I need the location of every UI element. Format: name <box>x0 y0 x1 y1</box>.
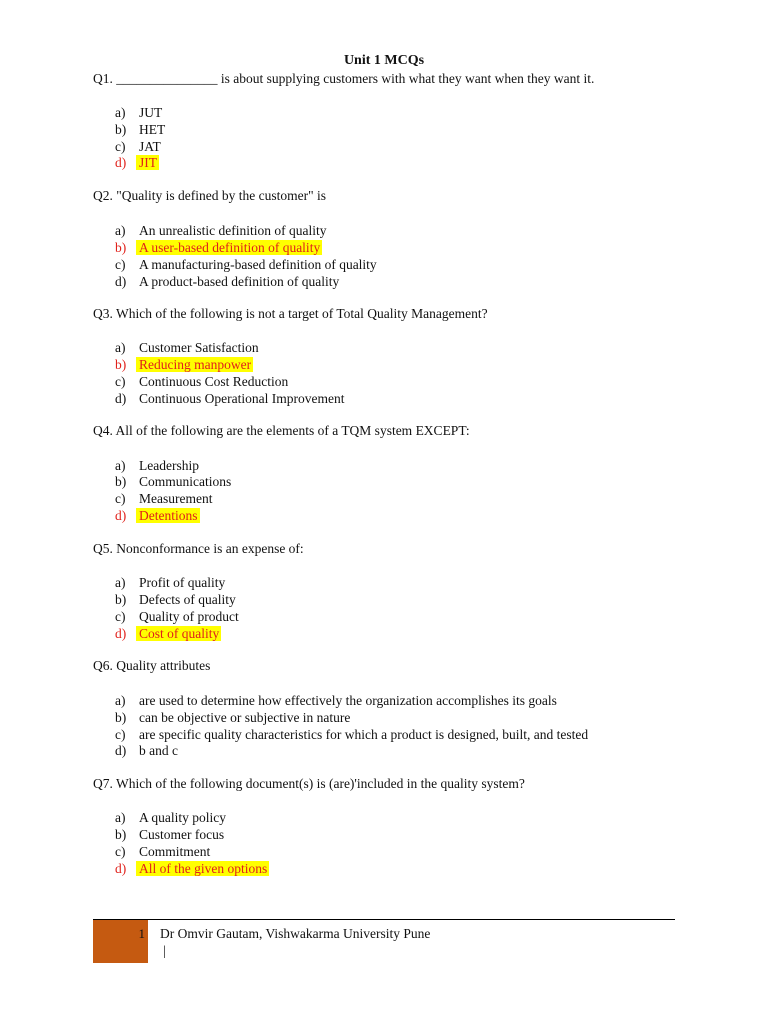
q7-option-a: a) A quality policy <box>115 810 226 825</box>
q3-option-c: c) Continuous Cost Reduction <box>115 374 289 389</box>
q6-option-c: c) are specific quality characteristics for which a product is designed, built, and tested <box>115 727 589 742</box>
q5-option-d-answer: d) Cost of quality <box>115 626 220 641</box>
question-3: Q3. Which of the following is not a target of Total Quality Management? <box>93 306 488 321</box>
q3-option-b-answer: b) Reducing manpower <box>115 357 252 372</box>
q2-option-a: a) An unrealistic definition of quality <box>115 223 327 238</box>
q1-option-b: b) HET <box>115 122 166 137</box>
question-6: Q6. Quality attributes <box>93 658 211 673</box>
q1-option-d-answer: d) JIT <box>115 155 157 170</box>
q5-option-b: b) Defects of quality <box>115 592 236 607</box>
footer-author: Dr Omvir Gautam, Vishwakarma University Pune <box>160 926 431 941</box>
page-number: 1 <box>138 926 145 941</box>
q2-option-b-answer: b) A user-based definition of quality <box>115 240 321 255</box>
question-5: Q5. Nonconformance is an expense of: <box>93 541 304 556</box>
q7-option-c: c) Commitment <box>115 844 211 859</box>
q1-option-a: a) JUT <box>115 105 163 120</box>
q6-option-b: b) can be objective or subjective in nature <box>115 710 351 725</box>
q1-option-c: c) JAT <box>115 139 161 154</box>
footer-divider <box>93 919 675 920</box>
q4-option-b: b) Communications <box>115 474 232 489</box>
q7-option-d-answer: d) All of the given options <box>115 861 268 876</box>
q6-option-a: a) are used to determine how effectively the organization accomplishes its goals <box>115 693 557 708</box>
question-1: Q1. _______________ is about supplying customers with what they want when they want it. <box>93 71 595 86</box>
q5-option-a: a) Profit of quality <box>115 575 226 590</box>
q6-option-d: d) b and c <box>115 743 178 758</box>
q7-option-b: b) Customer focus <box>115 827 225 842</box>
q5-option-c: c) Quality of product <box>115 609 239 624</box>
q4-option-c: c) Measurement <box>115 491 213 506</box>
question-7: Q7. Which of the following document(s) is (are)'included in the quality system? <box>93 776 525 791</box>
q4-option-a: a) Leadership <box>115 458 199 473</box>
q3-option-a: a) Customer Satisfaction <box>115 340 259 355</box>
q3-option-d: d) Continuous Operational Improvement <box>115 391 345 406</box>
question-2: Q2. "Quality is defined by the customer" is <box>93 188 326 203</box>
page-title: Unit 1 MCQs <box>343 53 425 68</box>
q2-option-d: d) A product-based definition of quality <box>115 274 340 289</box>
text-cursor: | <box>163 944 166 959</box>
q2-option-c: c) A manufacturing-based definition of quality <box>115 257 377 272</box>
question-4: Q4. All of the following are the elements of a TQM system EXCEPT: <box>93 423 470 438</box>
q4-option-d-answer: d) Detentions <box>115 508 198 523</box>
